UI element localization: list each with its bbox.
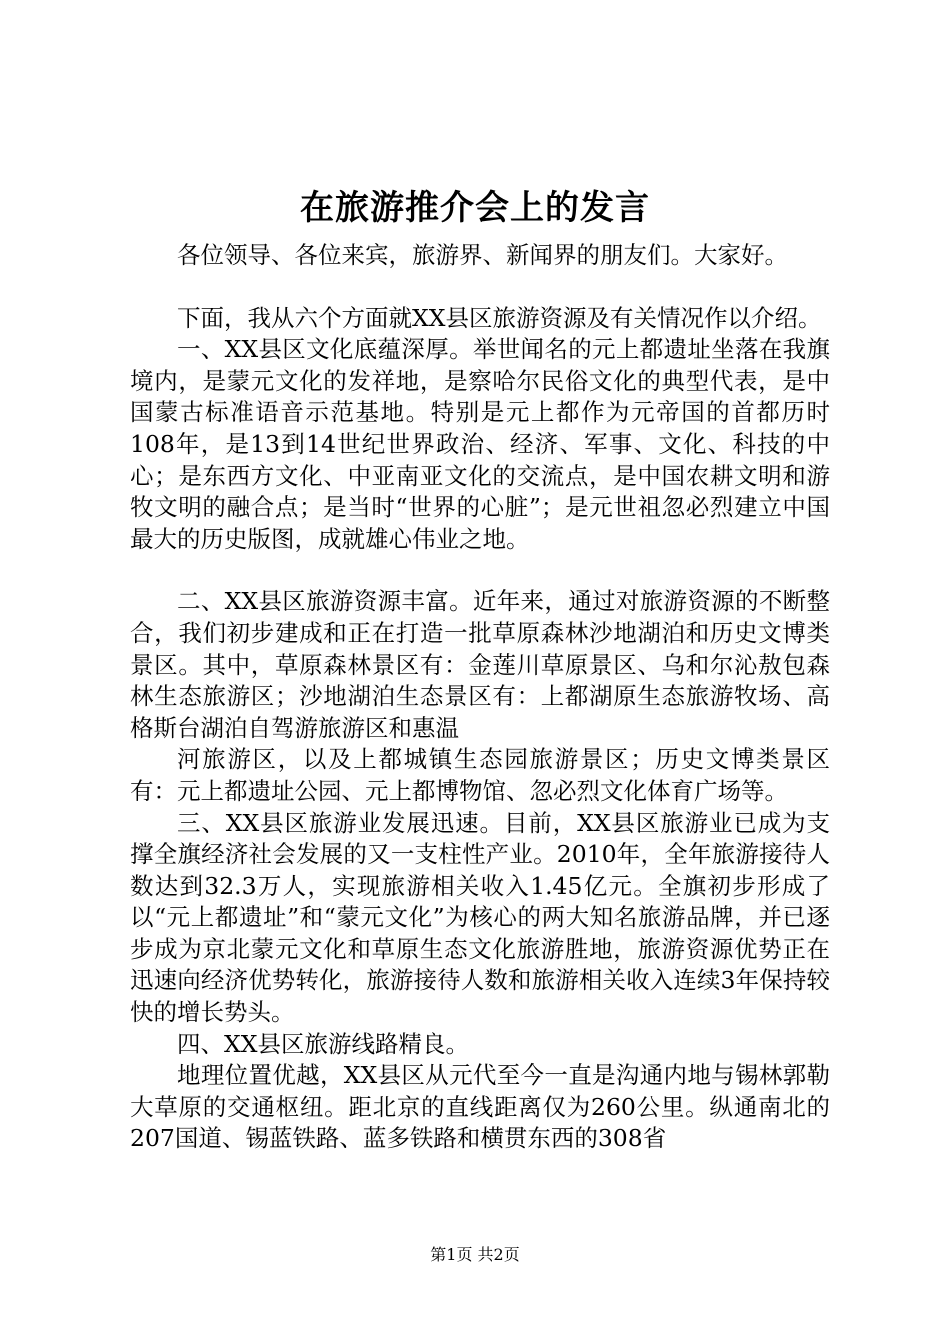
page-number-footer: 第1页 共2页 — [430, 1245, 520, 1264]
paragraph-development: 三、XX县区旅游业发展迅速。目前，XX县区旅游业已成为支撑全旗经济社会发展的又一支柱性产业。2010年，全年旅游接待人数达到32.3万人，实现旅游相关收入1.45亿元。全旗初步形成了以“元上都遗址”和“蒙元文化”为核心的两大知名旅游品牌，并已逐步成为京北蒙元文化和草原生态文化旅游胜地，旅游资源优势正在迅速向经济优势转化，旅游接待人数和旅游相关收入连续3年保持较快的增长势头。 — [130, 808, 830, 1027]
paragraph-gap — [130, 555, 830, 586]
paragraph-intro: 下面，我从六个方面就XX县区旅游资源及有关情况作以介绍。 — [177, 303, 822, 332]
document-title: 在旅游推介会上的发言 — [300, 188, 650, 228]
document-body — [130, 240, 830, 1155]
paragraph-routes-heading: 四、XX县区旅游线路精良。 — [177, 1029, 469, 1058]
paragraph-culture: 一、XX县区文化底蕴深厚。举世闻名的元上都遗址坐落在我旗境内，是蒙元文化的发祥地，是察哈尔民俗文化的典型代表，是中国蒙古标准语音示范基地。特别是元上都作为元帝国的首都历时108年，是13到14世纪世界政治、经济、军事、文化、科技的中心；是东西方文化、中亚南亚文化的交流点，是中国农耕文明和游牧文明的融合点；是当时“世界的心脏”；是元世祖忽必烈建立中国最大的历史版图，成就雄心伟业之地。 — [130, 335, 830, 553]
paragraph-resources-continued: 河旅游区，以及上都城镇生态园旅游景区；历史文博类景区有：元上都遗址公园、元上都博物馆、忽必烈文化体育广场等。 — [130, 745, 830, 805]
paragraph-greeting: 各位领导、各位来宾，旅游界、新闻界的朋友们。大家好。 — [177, 241, 788, 269]
paragraph-location: 地理位置优越，XX县区从元代至今一直是沟通内地与锡林郭勒大草原的交通枢纽。距北京的直线距离仅为260公里。纵通南北的207国道、锡蓝铁路、蓝多铁路和横贯东西的308省 — [130, 1061, 830, 1153]
paragraph-resources: 二、XX县区旅游资源丰富。近年来，通过对旅游资源的不断整合，我们初步建成和正在打造一批草原森林沙地湖泊和历史文博类景区。其中，草原森林景区有：金莲川草原景区、乌和尔沁敖包森林生态旅游区；沙地湖泊生态景区有：上都湖原生态旅游牧场、高格斯台湖泊自驾游旅游区和惠温 — [130, 587, 830, 742]
paragraph-gap — [130, 272, 830, 303]
